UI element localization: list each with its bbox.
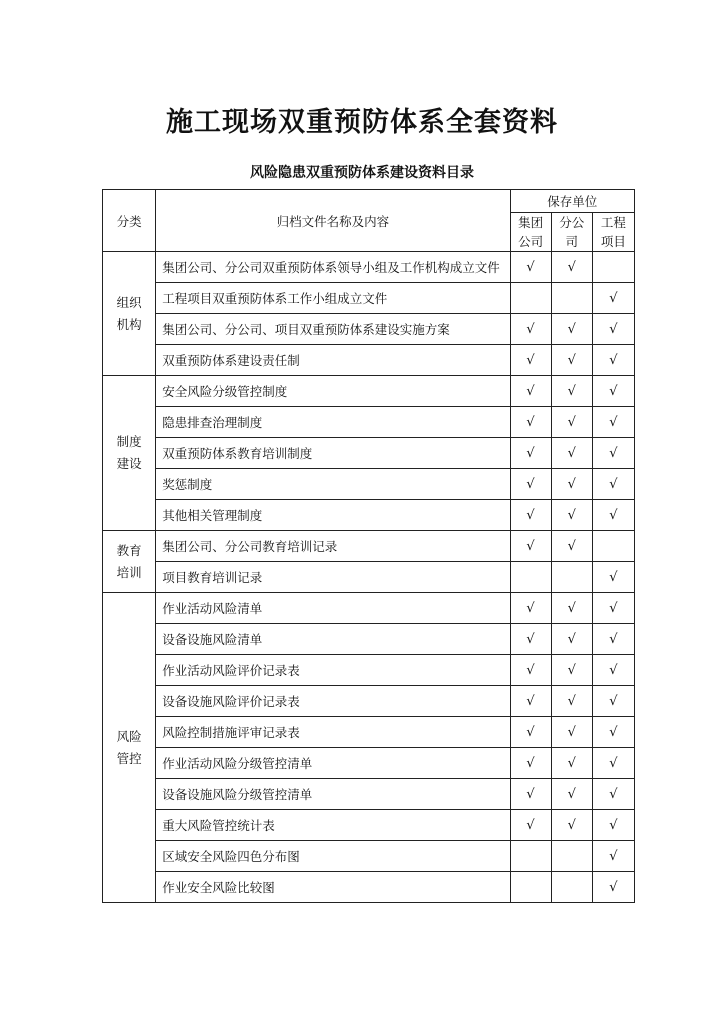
category-label-line1: 制度 [116,434,142,449]
table-row [103,531,635,562]
document-name-cell: 区域安全风险四色分布图 [156,841,510,872]
check-mark-cell: √ [551,779,592,810]
check-mark-cell [510,562,551,593]
document-name-cell: 工程项目双重预防体系工作小组成立文件 [156,283,510,314]
check-mark-cell: √ [592,748,634,779]
document-name-cell: 作业活动风险清单 [156,593,510,624]
table-row [103,593,635,624]
header-category: 分类 [103,190,156,252]
document-name-cell: 项目教育培训记录 [156,562,510,593]
check-mark-cell [551,872,592,903]
category-cell [103,531,156,593]
document-name-cell: 设备设施风险清单 [156,624,510,655]
table-row [103,810,635,841]
category-label-line2: 培训 [116,564,142,580]
category-label-line2: 建设 [116,456,142,471]
check-mark-cell: √ [551,810,592,841]
check-mark-cell: √ [510,314,551,345]
category-label-line1: 风险 [116,728,142,744]
check-mark-cell: √ [510,345,551,376]
table-row [103,438,635,469]
check-mark-cell: √ [551,314,592,345]
check-mark-cell: √ [592,655,634,686]
check-mark-cell: √ [592,376,634,407]
check-mark-cell: √ [510,779,551,810]
check-mark-cell: √ [510,407,551,438]
header-document: 归档文件名称及内容 [156,190,510,252]
document-title: 施工现场双重预防体系全套资料 [166,107,558,138]
table-row [103,655,635,686]
check-mark-cell [551,283,592,314]
table-row [103,717,635,748]
check-mark-cell: √ [592,841,634,872]
check-mark-cell: √ [592,500,634,531]
check-mark-cell [510,841,551,872]
document-name-cell: 作业活动风险分级管控清单 [156,748,510,779]
check-mark-cell [510,283,551,314]
table-row [103,779,635,810]
check-mark-cell: √ [510,593,551,624]
check-mark-cell: √ [551,376,592,407]
check-mark-cell: √ [551,252,592,283]
check-mark-cell: √ [592,469,634,500]
document-name-cell: 重大风险管控统计表 [156,810,510,841]
table-row [103,407,635,438]
check-mark-cell: √ [510,717,551,748]
table-row [103,686,635,717]
check-mark-cell: √ [551,593,592,624]
document-name-cell: 安全风险分级管控制度 [156,376,510,407]
check-mark-cell [551,841,592,872]
catalog-body [103,252,635,903]
document-name-cell: 设备设施风险评价记录表 [156,686,510,717]
check-mark-cell: √ [510,810,551,841]
document-name-cell: 集团公司、分公司教育培训记录 [156,531,510,562]
check-mark-cell: √ [592,779,634,810]
check-mark-cell: √ [551,345,592,376]
header-unit-branch: 分公 司 [551,213,592,252]
check-mark-cell: √ [592,810,634,841]
document-name-cell: 集团公司、分公司、项目双重预防体系建设实施方案 [156,314,510,345]
check-mark-cell [592,531,634,562]
check-mark-cell: √ [551,655,592,686]
check-mark-cell: √ [551,469,592,500]
document-name-cell: 集团公司、分公司双重预防体系领导小组及工作机构成立文件 [156,252,510,283]
check-mark-cell: √ [510,376,551,407]
header-units-group: 保存单位 [510,190,635,213]
check-mark-cell: √ [592,283,634,314]
check-mark-cell: √ [592,717,634,748]
document-name-cell: 奖惩制度 [156,469,510,500]
document-name-cell: 风险控制措施评审记录表 [156,717,510,748]
category-cell [103,593,156,903]
check-mark-cell: √ [551,624,592,655]
document-name-cell: 其他相关管理制度 [156,500,510,531]
table-row [103,345,635,376]
check-mark-cell: √ [551,531,592,562]
check-mark-cell: √ [592,407,634,438]
catalog-subtitle: 风险隐患双重预防体系建设资料目录 [250,165,474,181]
check-mark-cell: √ [592,438,634,469]
check-mark-cell: √ [592,562,634,593]
document-name-cell: 双重预防体系教育培训制度 [156,438,510,469]
table-row [103,624,635,655]
check-mark-cell: √ [510,686,551,717]
check-mark-cell: √ [592,686,634,717]
check-mark-cell: √ [510,252,551,283]
check-mark-cell: √ [510,469,551,500]
table-row [103,469,635,500]
header-unit-group-company: 集团 公司 [510,213,551,252]
document-name-cell: 设备设施风险分级管控清单 [156,779,510,810]
category-label-line2: 机构 [116,316,142,332]
header-unit-project: 工程 项目 [592,213,634,252]
check-mark-cell: √ [510,531,551,562]
check-mark-cell: √ [510,655,551,686]
check-mark-cell: √ [592,872,634,903]
category-label-line1: 组织 [116,294,142,310]
table-row [103,314,635,345]
check-mark-cell: √ [592,624,634,655]
check-mark-cell: √ [551,500,592,531]
document-name-cell: 作业安全风险比较图 [156,872,510,903]
table-row [103,562,635,593]
check-mark-cell: √ [551,717,592,748]
check-mark-cell: √ [551,407,592,438]
check-mark-cell: √ [592,345,634,376]
document-name-cell: 作业活动风险评价记录表 [156,655,510,686]
check-mark-cell: √ [592,593,634,624]
table-row [103,872,635,903]
category-label-line2: 管控 [116,750,142,766]
table-row [103,748,635,779]
check-mark-cell: √ [510,748,551,779]
check-mark-cell: √ [510,438,551,469]
document-name-cell: 隐患排查治理制度 [156,407,510,438]
check-mark-cell [551,562,592,593]
check-mark-cell: √ [592,314,634,345]
table-row [103,841,635,872]
check-mark-cell: √ [551,686,592,717]
check-mark-cell: √ [510,624,551,655]
category-cell [103,376,156,531]
check-mark-cell: √ [551,748,592,779]
table-row [103,500,635,531]
document-name-cell: 双重预防体系建设责任制 [156,345,510,376]
category-cell [103,252,156,376]
table-row [103,283,635,314]
table-row [103,252,635,283]
catalog-table [102,189,635,903]
header-row-1 [103,190,635,213]
check-mark-cell: √ [551,438,592,469]
check-mark-cell [510,872,551,903]
check-mark-cell: √ [510,500,551,531]
table-row [103,376,635,407]
check-mark-cell [592,252,634,283]
category-label-line1: 教育 [116,542,142,558]
